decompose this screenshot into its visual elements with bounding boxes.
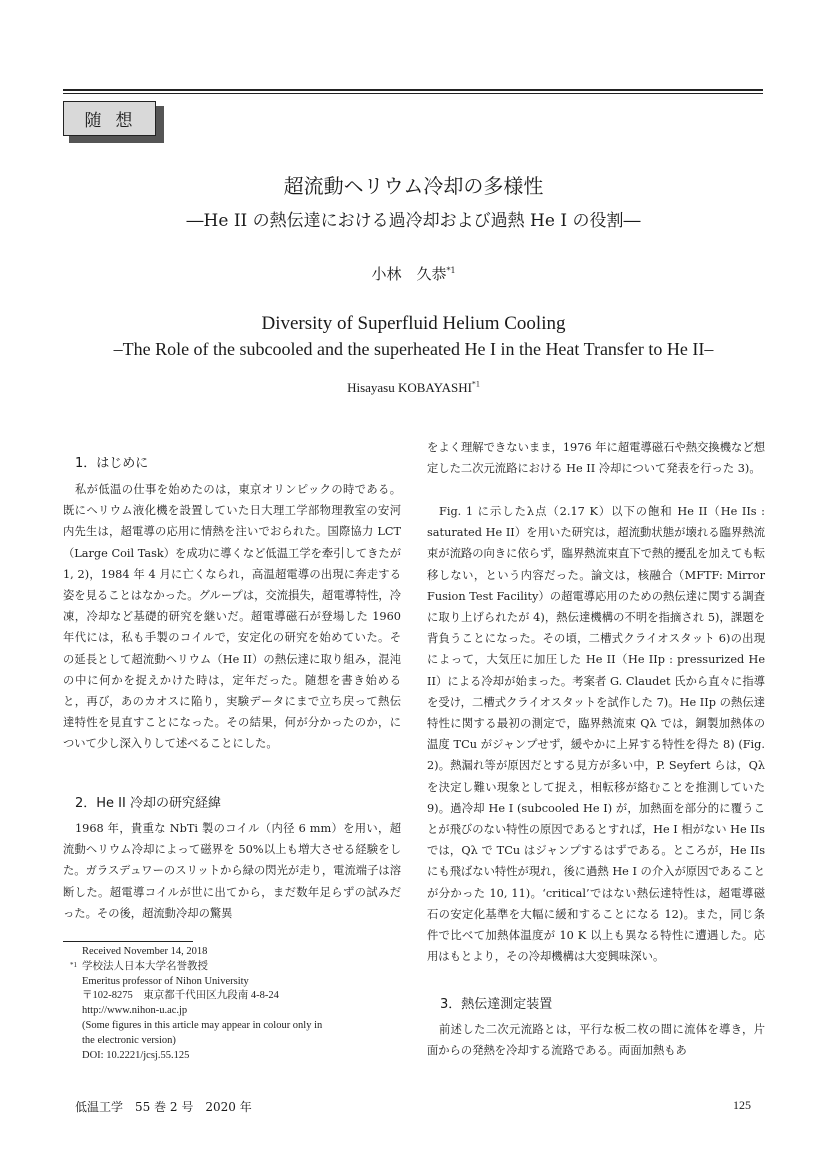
footnote-doi: DOI: 10.2221/jcsj.55.125 <box>82 1049 190 1061</box>
header-rule-thin <box>63 93 763 94</box>
section-3-text: 前述した二次元流路とは，平行な板二枚の間に流体を導き，片面からの発熱を冷却する流路である。両面加熱もあ <box>427 1023 765 1058</box>
footer-journal: 低温工学 55 巻 2 号 2020 年 <box>75 1100 252 1114</box>
footnote-note-1: (Some figures in this article may appear in colour only in <box>82 1019 323 1031</box>
title-en: Diversity of Superfluid Helium Cooling <box>261 313 566 334</box>
section-2-heading: 2．He II 冷却の研究経緯 <box>75 796 221 811</box>
footnote-affiliation-en: Emeritus professor of Nihon University <box>82 975 249 987</box>
section-2-text: 1968 年，貴重な NbTi 製のコイル（内径 6 mm）を用い，超流動ヘリウム冷却によって磁界を 50%以上も増大させる経験をした。ガラスデュワーのスリットから緑の閃光が走り，電流端子は溶断した。超電導コイルが世に出てから，まだ数年足らずの試みだった。その後，超流動冷却の驚異 <box>63 822 401 920</box>
author-ja-name: 小林 久恭 <box>371 265 447 283</box>
author-en-name: Hisayasu KOBAYASHI <box>347 380 472 395</box>
section-3-heading: 3．熱伝達測定装置 <box>440 997 553 1012</box>
subtitle-en: –The Role of the subcooled and the superheated He I in the Heat Transfer to He II– <box>113 339 714 359</box>
footnote-note-2: the electronic version) <box>82 1034 176 1046</box>
author-en-mark: *1 <box>471 379 480 389</box>
section-1-heading: 1．はじめに <box>75 456 149 471</box>
section-badge-label: 随想 <box>84 111 147 131</box>
author-ja <box>0 263 827 284</box>
footnote <box>70 945 400 1063</box>
subtitle-ja: ―He II の熱伝達における過冷却および過熱 He I の役割― <box>186 211 641 231</box>
footnote-address: 〒102-8275 東京都千代田区九段南 4-8-24 <box>82 990 279 1002</box>
footnote-mark: *1 <box>70 960 77 969</box>
title-ja: 超流動ヘリウム冷却の多様性 <box>283 174 544 198</box>
section-1-text: 私が低温の仕事を始めたのは，東京オリンピックの時である。既にヘリウム液化機を設置していた日大理工学部物理教室の安河内先生は，超電導の応用に情熱を注いでおられた。国際協力 LCT（Large Coil Task）を成功に導くなど低温工学を牽引してきたが 1, 2)，1984 年 4 月に亡くなられ，高温超電導の出現に奔走する姿を見ることはなかった。グループは，交流損失，超電導特性，冷凍，冷却など基礎的研究を継いだ。超電導磁石が登場した 1960 年代には，私も手製のコイルで，安定化の研究を始めていた。その延長として超流動ヘリウム（He II）の熱伝達に取り組み，混沌の中に何かを捉えかけた時は，定年だった。随想を書き始めると，再び，あのカオスに陥り，実験データにまで立ち戻って熱伝達特性を見直すことになった。その結果，何が分かったのか，について少し深入りして述べることにした。 <box>63 483 402 751</box>
section-badge <box>63 101 156 136</box>
author-ja-mark: *1 <box>446 266 456 275</box>
footnote-affiliation-ja <box>70 960 400 975</box>
footnote-affiliation-ja-text: 学校法人日本大学名誉教授 <box>82 960 208 972</box>
right-para-2: Fig. 1 に示したλ点（2.17 K）以下の飽和 He II（He IIs : saturated He II）を用いた研究は，超流動状態が壊れる臨界熱流束が流路の向きに依らず，臨界熱流束直下で熱的擾乱を加えても転移しない，という内容だった。論文は，核融合（MFTF: Mirror Fusion Test Facility）の超電導応用のための熱伝達に関する調査に取り上げられたが 4)，熱伝達機構の不明を指摘され 5)，課題を背負うことになった。その頃，二槽式クライオスタット 6)の出現によって，大気圧に加圧した He II（He IIp : pressurized He II）による冷却が始まった。考案者 G. Claudet 氏から直々に指導を受け，二槽式クライオスタットを試作した 7)。He IIp の熱伝達特性に関する最初の測定で，臨界熱流束 Qλ では，銅製加熱体の温度 TCu がジャンプせず，緩やかに上昇する特性を得た 8) (Fig. 2)。熱漏れ等が原因だとする見方が多い中，P. Seyfert らは，Qλ を決定し難い現象として捉え，相転移が絡むことを推測していた 9)。過冷却 He I (subcooled He I) が，加熱面を部分的に覆うことが飛びのない特性の原因であるとすれば，He I 相がない He IIs では，Qλ で TCu はジャンプするはずである。ところが，He IIs にも飛ばない特性が現れ，後に過熱 He I の介入が原因であることが分かった 10, 11)。‘critical’ではない熱伝達特性は，超電導磁石の安定化基準を大幅に緩和することになる 12)。また，同じ条件で比べて加熱体温度が 10 K 以上も異なる特性に遭遇した。応用はもとより，その冷却機構は大変興味深い。 <box>427 505 766 964</box>
footnote-received: Received November 14, 2018 <box>82 946 208 957</box>
footnote-rule <box>63 941 193 942</box>
author-en <box>0 380 827 396</box>
footer-page-number: 125 <box>733 1098 751 1112</box>
header-rule-thick <box>63 89 763 91</box>
footnote-url[interactable]: http://www.nihon-u.ac.jp <box>82 1005 188 1017</box>
right-para-1: をよく理解できないまま，1976 年に超電導磁石や熱交換機など想定した二次元流路における He II 冷却について発表を行った 3)。 <box>427 441 765 476</box>
